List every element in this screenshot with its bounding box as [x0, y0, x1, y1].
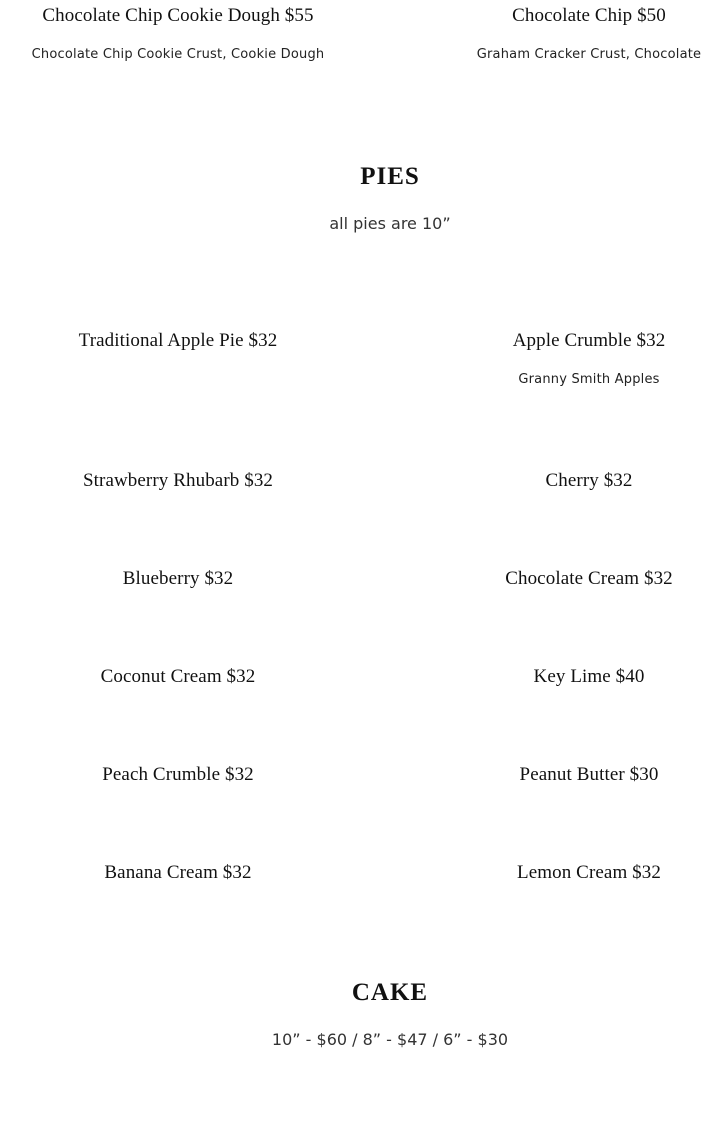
pie-item-title: Key Lime $40 [533, 666, 645, 687]
section-subheading-pies: all pies are 10” [329, 214, 451, 233]
pie-item-title: Cherry $32 [545, 470, 633, 491]
pie-item-title: Blueberry $32 [122, 568, 234, 589]
pie-item-title: Coconut Cream $32 [100, 666, 256, 687]
pie-item-title: Strawberry Rhubarb $32 [82, 470, 274, 491]
pie-item-title: Apple Crumble $32 [512, 330, 666, 351]
pie-item-title: Traditional Apple Pie $32 [78, 330, 278, 351]
menu-item-desc-chocolate-chip: Graham Cracker Crust, Chocolate [476, 47, 702, 62]
pie-item-title: Chocolate Cream $32 [505, 568, 673, 589]
pie-item-title: Banana Cream $32 [104, 862, 252, 883]
section-heading-pies: PIES [360, 163, 420, 190]
menu-item-title-chocolate-chip-cookie-dough: Chocolate Chip Cookie Dough $55 [42, 5, 314, 26]
menu-item-desc-chocolate-chip-cookie-dough: Chocolate Chip Cookie Crust, Cookie Dough [31, 47, 325, 62]
section-heading-cake: CAKE [351, 979, 429, 1006]
menu-item-title-chocolate-chip: Chocolate Chip $50 [512, 5, 666, 26]
pie-item-title: Peach Crumble $32 [102, 764, 254, 785]
section-subheading-cake: 10” - $60 / 8” - $47 / 6” - $30 [271, 1030, 509, 1049]
pie-item-title: Lemon Cream $32 [517, 862, 661, 883]
pie-item-title: Peanut Butter $30 [519, 764, 659, 785]
pie-item-desc: Granny Smith Apples [518, 372, 660, 387]
